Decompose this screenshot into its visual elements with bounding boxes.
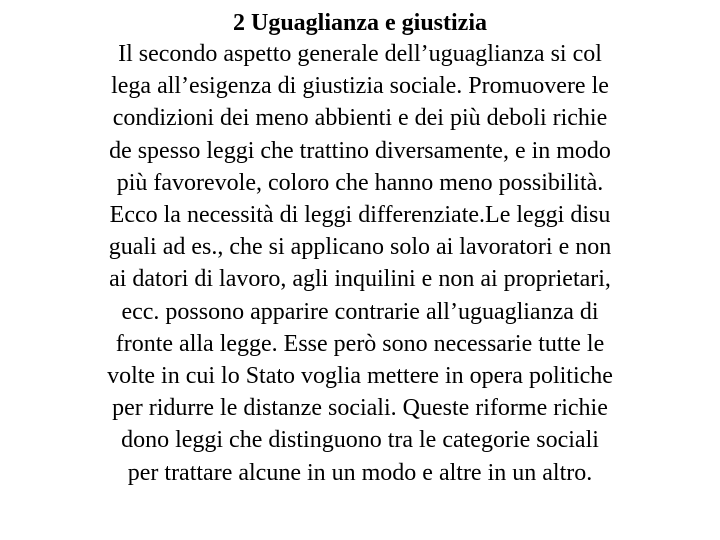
slide-title: 2 Uguaglianza e giustizia	[232, 10, 487, 36]
text-line: Il secondo aspetto generale dell’uguaglianza si col	[118, 41, 602, 67]
text-line: lega all’esigenza di giustizia sociale. Promuovere le	[111, 73, 609, 100]
text-line: volte in cui lo Stato voglia mettere in opera politiche	[107, 363, 613, 390]
text-line: ecc. possono apparire contrarie all’uguaglianza di	[121, 298, 599, 325]
slide-body-text	[0, 38, 720, 489]
slide-content	[0, 8, 720, 489]
text-line: per ridurre le distanze sociali. Queste riforme richie	[112, 395, 608, 422]
text-line: ai datori di lavoro, agli inquilini e non ai proprietari,	[109, 266, 611, 293]
text-line: guali ad es., che si applicano solo ai lavoratori e non	[108, 234, 612, 261]
text-line: de spesso leggi che trattino diversamente, e in modo	[109, 137, 611, 164]
text-line: fronte alla legge. Esse però sono necessarie tutte le	[115, 330, 605, 357]
text-line: per trattare alcune in un modo e altre in un altro.	[127, 459, 593, 486]
text-line: condizioni dei meno abbienti e dei più deboli richie	[112, 105, 608, 132]
text-line: dono leggi che distinguono tra le categorie sociali	[121, 427, 599, 454]
text-line: Ecco la necessità di leggi differenziate.Le leggi disu	[109, 202, 611, 229]
text-line: più favorevole, coloro che hanno meno possibilità.	[116, 169, 604, 196]
